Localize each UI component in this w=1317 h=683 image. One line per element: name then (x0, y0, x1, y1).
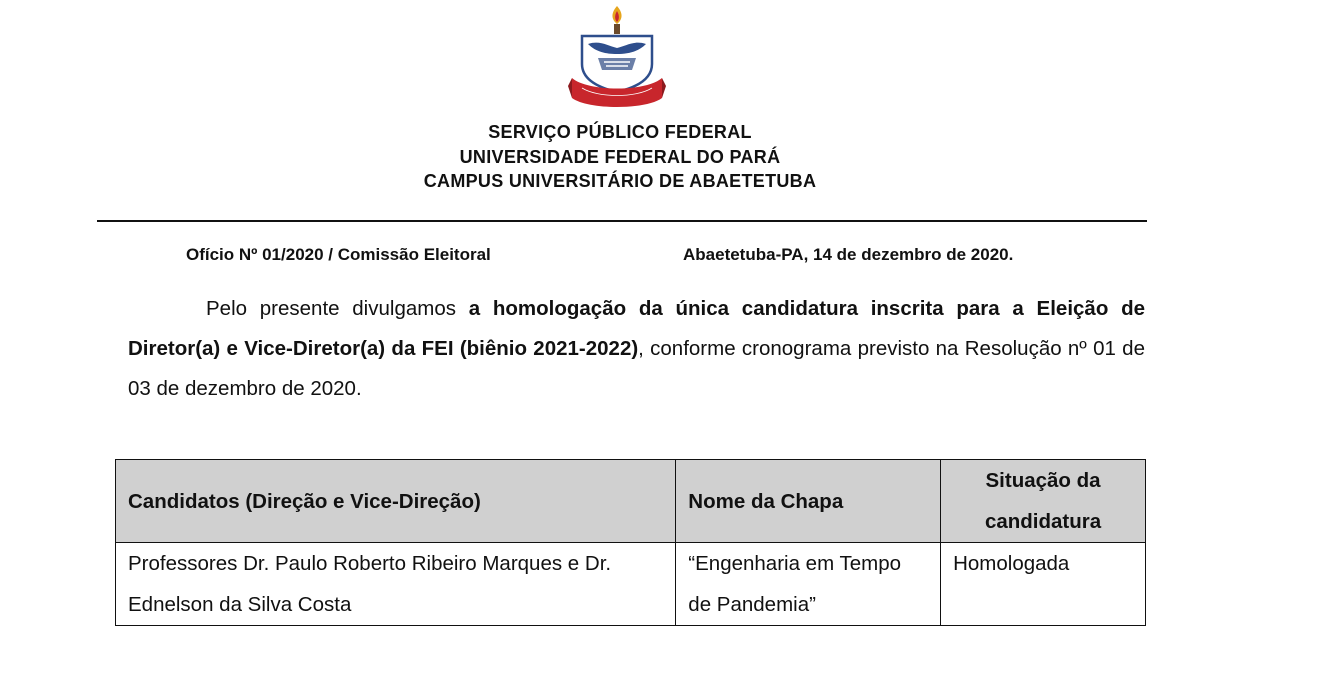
header-divider (97, 220, 1147, 222)
header-status: Situação da candidatura (941, 460, 1146, 543)
header-service: SERVIÇO PÚBLICO FEDERAL (488, 122, 752, 142)
oficio-reference: Ofício Nº 01/2020 / Comissão Eleitoral (186, 245, 491, 264)
body-text-start: Pelo presente divulgamos (206, 297, 469, 320)
body-text-end: , conforme cronograma previsto na Resolução nº 01 de 03 de dezembro de 2020. (128, 337, 1145, 400)
cell-status: Homologada (941, 543, 1146, 626)
header-ticket-name: Nome da Chapa (676, 460, 941, 543)
university-logo (568, 2, 666, 114)
table-header-row (116, 460, 1146, 543)
table-row (116, 543, 1146, 626)
candidates-table (115, 459, 1146, 626)
document-date: Abaetetuba-PA, 14 de dezembro de 2020. (683, 245, 1014, 264)
cell-ticket-name: “Engenharia em Tempo de Pandemia” (676, 543, 941, 626)
body-paragraph (128, 289, 1145, 409)
header-university: UNIVERSIDADE FEDERAL DO PARÁ (459, 147, 781, 167)
header-candidates: Candidatos (Direção e Vice-Direção) (116, 460, 676, 543)
header-campus: CAMPUS UNIVERSITÁRIO DE ABAETETUBA (423, 171, 817, 191)
cell-candidates: Professores Dr. Paulo Roberto Ribeiro Marques e Dr. Ednelson da Silva Costa (116, 543, 676, 626)
body-text-bold: a homologação da única candidatura inscrita para a Eleição de Diretor(a) e Vice-Diretor(a) da FEI (biênio 2021-2022) (128, 297, 1145, 360)
